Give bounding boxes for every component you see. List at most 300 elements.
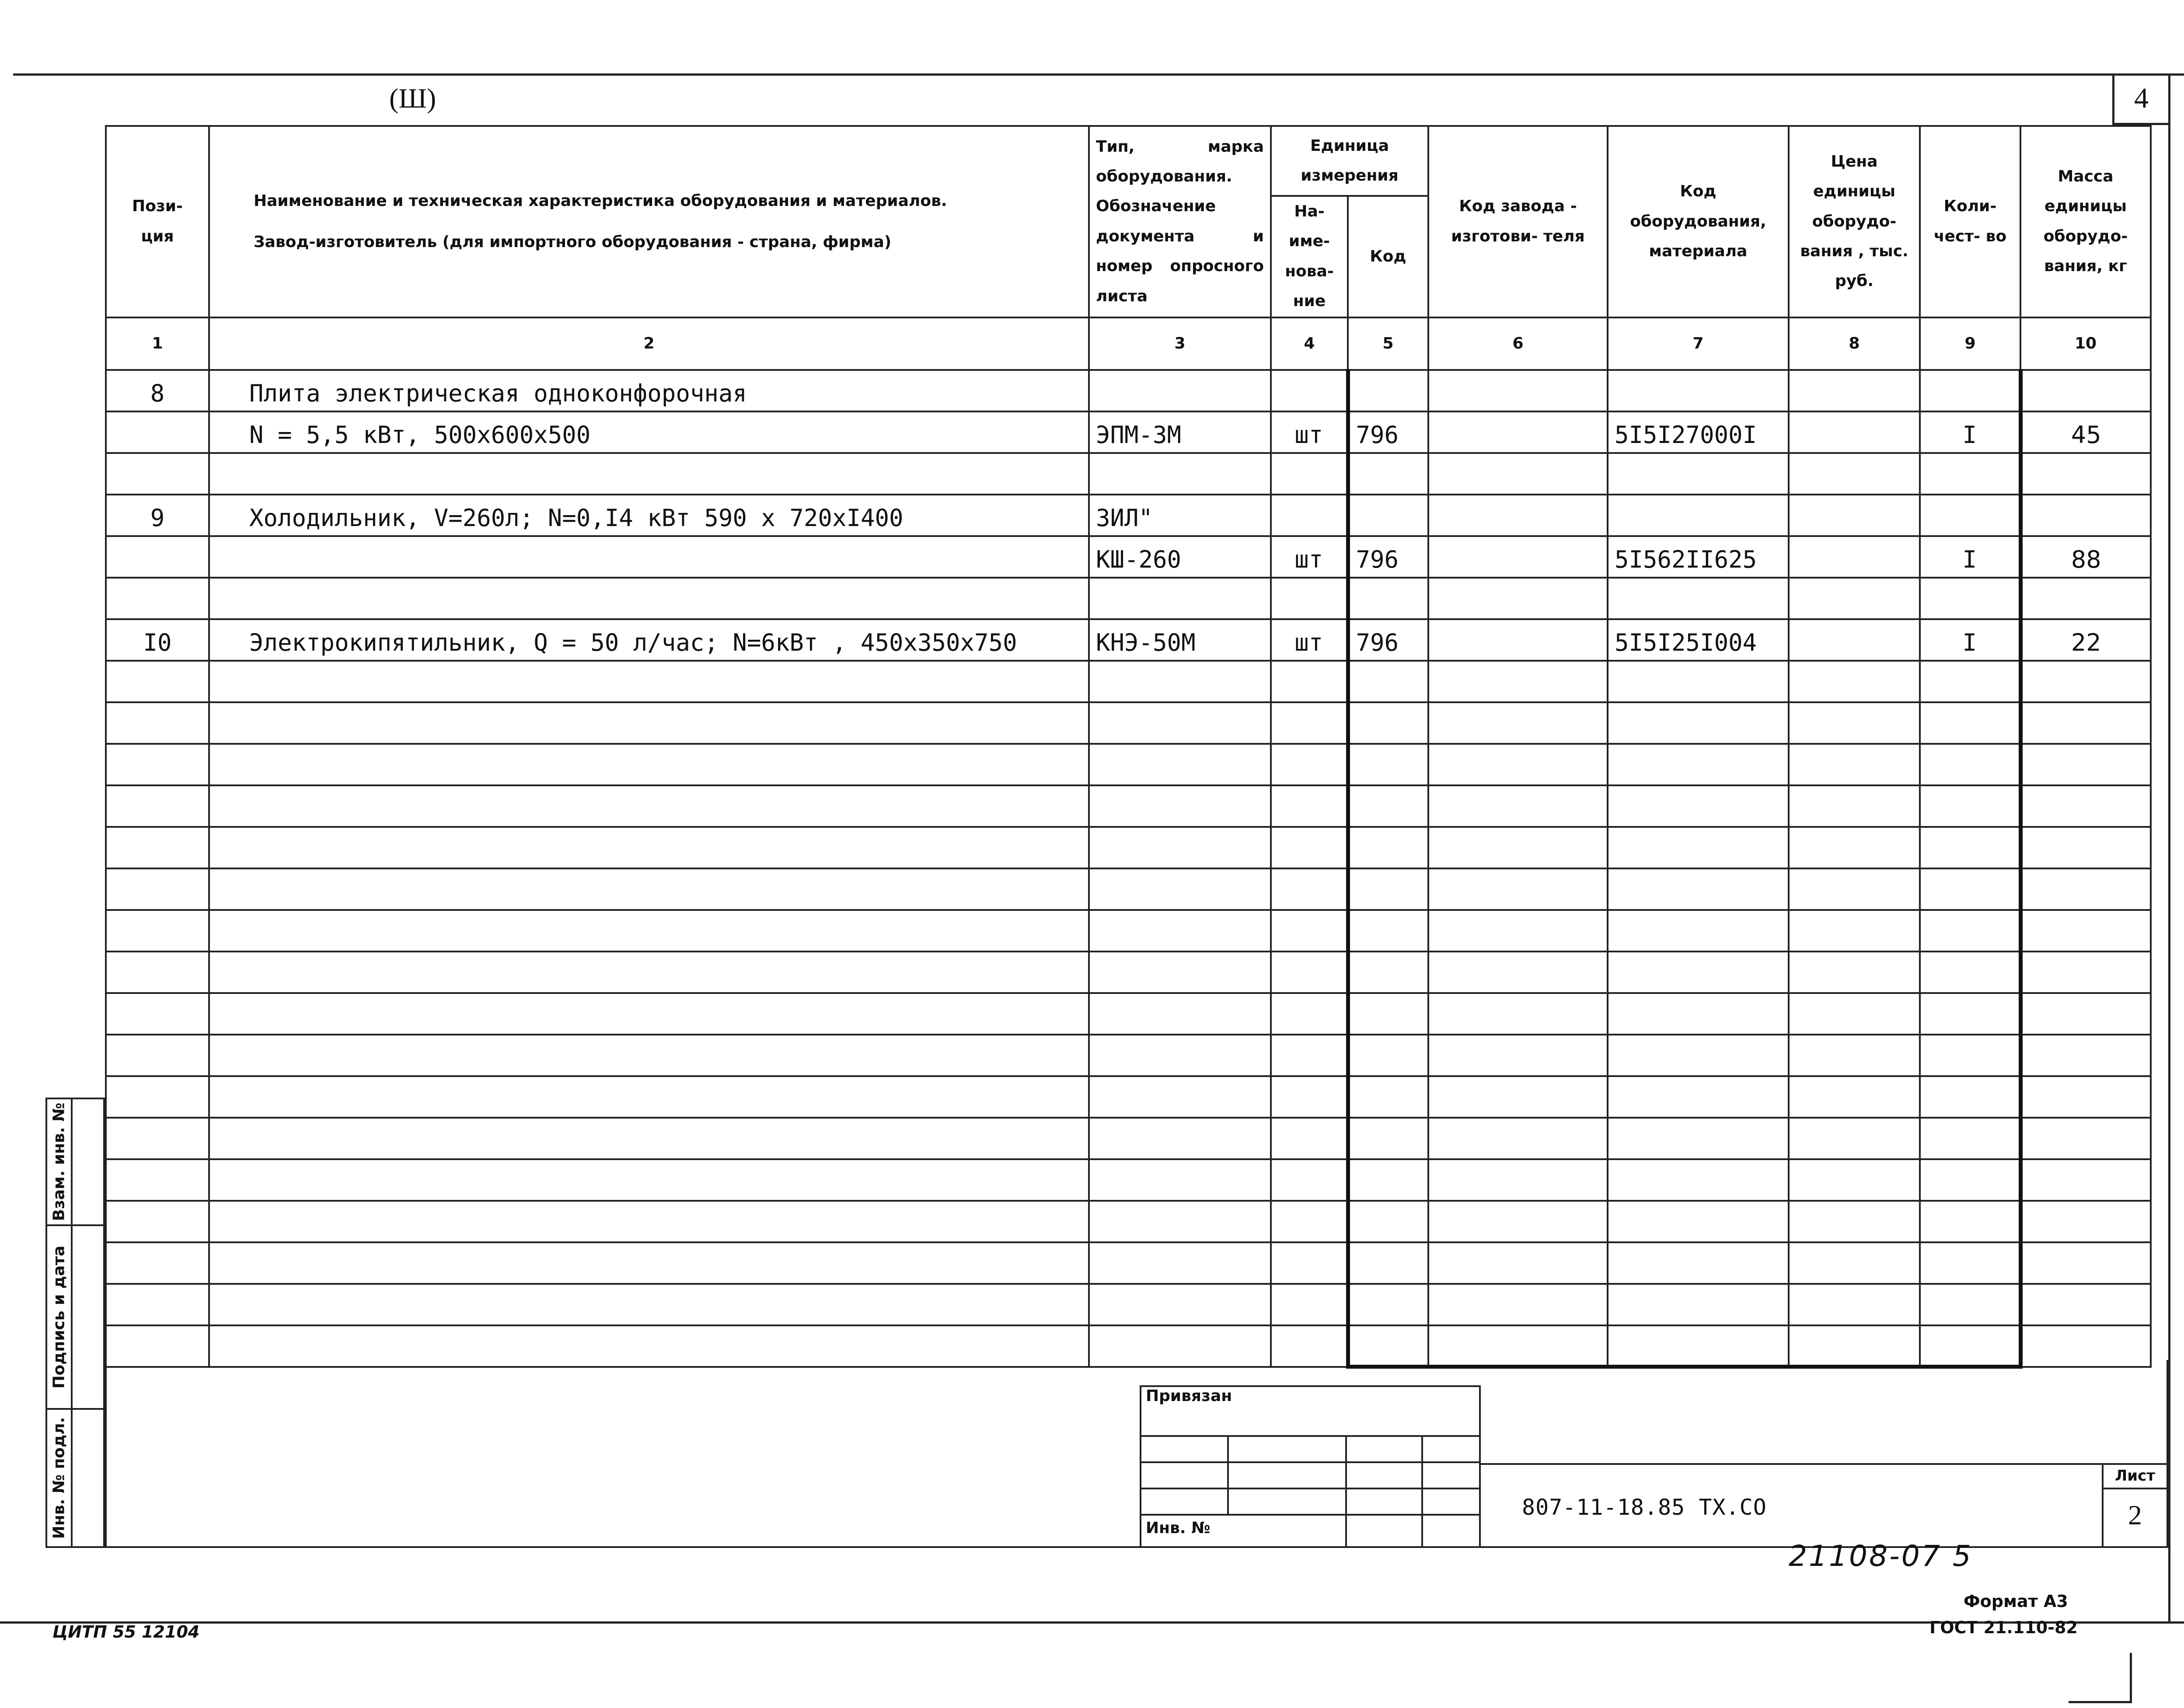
cell-mass [2020, 868, 2151, 910]
cell-mass [2020, 827, 2151, 868]
cell-name [209, 952, 1089, 993]
stamp-inv-orig [47, 1410, 105, 1546]
empty-table-row [106, 1118, 2151, 1159]
cell-mass [2020, 370, 2151, 411]
cell-unit [1271, 702, 1348, 744]
cell-equipment-code [1608, 993, 1789, 1035]
cell-name [209, 993, 1089, 1035]
cell-type [1089, 1035, 1271, 1076]
cell-position [106, 868, 209, 910]
cell-name [209, 453, 1089, 495]
cell-quantity: I [1920, 619, 2020, 661]
cell-unit [1271, 1284, 1348, 1325]
cell-unit: шт [1271, 619, 1348, 661]
archive-number: 21108-07 5 [1789, 1539, 1973, 1573]
header-equipment-code: Код оборудования, материала [1608, 126, 1789, 317]
cell-equipment-code [1608, 1242, 1789, 1284]
format-label: Формат А3 [1964, 1592, 2068, 1611]
cell-quantity [1920, 744, 2020, 785]
corner-page-number: 4 [2112, 73, 2168, 125]
cell-unit-code: 796 [1348, 619, 1428, 661]
cell-mass [2020, 1242, 2151, 1284]
empty-table-row [106, 1035, 2151, 1076]
empty-table-row [106, 1201, 2151, 1242]
cell-position [106, 453, 209, 495]
cell-quantity [1920, 1284, 2020, 1325]
cell-maker-code [1428, 495, 1608, 536]
cell-unit-code [1348, 1076, 1428, 1118]
column-number: 10 [2020, 317, 2151, 370]
section-mark: (Ш) [389, 83, 436, 114]
cell-name [209, 578, 1089, 619]
empty-table-row [106, 827, 2151, 868]
cell-quantity: I [1920, 411, 2020, 453]
cell-name [209, 785, 1089, 827]
cell-name [209, 1159, 1089, 1201]
header-name-line1: Наименование и техническая характеристика оборудования и материалов. [254, 192, 947, 210]
table-row [106, 536, 2151, 578]
cell-mass [2020, 702, 2151, 744]
column-number: 8 [1789, 317, 1920, 370]
cell-type [1089, 993, 1271, 1035]
header-name-line2: Завод-изготовитель (для импортного оборудования - страна, фирма) [254, 233, 892, 251]
cell-name: Холодильник, V=260л; N=0,I4 кВт 590 х 720хI400 [209, 495, 1089, 536]
cell-price [1789, 1201, 1920, 1242]
bound-label: Привязан [1146, 1387, 1232, 1405]
cell-position [106, 827, 209, 868]
cell-price [1789, 910, 1920, 952]
cell-mass: 22 [2020, 619, 2151, 661]
cell-mass [2020, 910, 2151, 952]
cell-type [1089, 1076, 1271, 1118]
cell-unit: шт [1271, 411, 1348, 453]
cell-position [106, 1159, 209, 1201]
cell-quantity [1920, 827, 2020, 868]
cell-position [106, 993, 209, 1035]
sheet-number: 2 [2128, 1499, 2142, 1530]
cell-unit [1271, 1118, 1348, 1159]
cell-maker-code [1428, 370, 1608, 411]
cell-price [1789, 702, 1920, 744]
cell-price [1789, 370, 1920, 411]
cell-price [1789, 411, 1920, 453]
cell-unit [1271, 1076, 1348, 1118]
empty-table-row [106, 744, 2151, 785]
cell-maker-code [1428, 1035, 1608, 1076]
cell-position: I0 [106, 619, 209, 661]
cell-price [1789, 495, 1920, 536]
cell-mass [2020, 993, 2151, 1035]
cell-name [209, 702, 1089, 744]
cell-price [1789, 993, 1920, 1035]
cell-position [106, 411, 209, 453]
cell-maker-code [1428, 1159, 1608, 1201]
cell-equipment-code [1608, 1284, 1789, 1325]
cell-price [1789, 1076, 1920, 1118]
header-unit-name: На- име- нова- ние [1271, 196, 1348, 317]
cell-equipment-code [1608, 785, 1789, 827]
cell-unit-code [1348, 1242, 1428, 1284]
cell-name [209, 536, 1089, 578]
column-number: 6 [1428, 317, 1608, 370]
cell-unit [1271, 453, 1348, 495]
cell-maker-code [1428, 868, 1608, 910]
cell-unit-code [1348, 827, 1428, 868]
cell-maker-code [1428, 744, 1608, 785]
cell-mass [2020, 453, 2151, 495]
cell-unit [1271, 578, 1348, 619]
cell-equipment-code: 5I5I25I004 [1608, 619, 1789, 661]
header-unit-code: Код [1348, 196, 1428, 317]
cell-mass [2020, 1035, 2151, 1076]
cell-price [1789, 785, 1920, 827]
cell-mass [2020, 578, 2151, 619]
cell-maker-code [1428, 536, 1608, 578]
stamp-swap-inv-label: Взам. инв. № [50, 1102, 68, 1221]
cell-position: 8 [106, 370, 209, 411]
cell-price [1789, 453, 1920, 495]
cell-price [1789, 1242, 1920, 1284]
cell-position [106, 1118, 209, 1159]
cell-quantity [1920, 952, 2020, 993]
cell-maker-code [1428, 1284, 1608, 1325]
empty-table-row [106, 785, 2151, 827]
cell-maker-code [1428, 1118, 1608, 1159]
cell-position [106, 1076, 209, 1118]
cell-unit [1271, 910, 1348, 952]
cell-equipment-code [1608, 1118, 1789, 1159]
cell-mass [2020, 952, 2151, 993]
document-code: 807-11-18.85 ТХ.СО [1522, 1495, 1767, 1520]
cell-name [209, 661, 1089, 702]
cell-unit-code [1348, 1118, 1428, 1159]
table-body [106, 370, 2151, 1367]
cell-quantity [1920, 910, 2020, 952]
cell-unit [1271, 1159, 1348, 1201]
cell-equipment-code [1608, 952, 1789, 993]
cell-position [106, 952, 209, 993]
cell-name [209, 1201, 1089, 1242]
cell-unit-code [1348, 744, 1428, 785]
cell-unit [1271, 744, 1348, 785]
empty-table-row [106, 868, 2151, 910]
crop-corner-mark [2069, 1653, 2132, 1703]
cell-name [209, 1242, 1089, 1284]
cell-equipment-code [1608, 1035, 1789, 1076]
cell-equipment-code [1608, 868, 1789, 910]
cell-maker-code [1428, 952, 1608, 993]
header-type: Тип, марка оборудования. Обозначение документа и номер опросного листа [1089, 126, 1271, 317]
cell-unit-code [1348, 952, 1428, 993]
cell-equipment-code [1608, 910, 1789, 952]
cell-type [1089, 1284, 1271, 1325]
cell-maker-code [1428, 453, 1608, 495]
table-row [106, 453, 2151, 495]
cell-type [1089, 661, 1271, 702]
column-number: 1 [106, 317, 209, 370]
cell-unit-code [1348, 453, 1428, 495]
cell-quantity [1920, 702, 2020, 744]
cell-quantity [1920, 785, 2020, 827]
cell-equipment-code [1608, 1201, 1789, 1242]
cell-maker-code [1428, 1076, 1608, 1118]
cell-equipment-code [1608, 1076, 1789, 1118]
specification-table [105, 125, 2152, 1369]
cell-type [1089, 1201, 1271, 1242]
cell-position [106, 536, 209, 578]
cell-quantity [1920, 868, 2020, 910]
cell-type: КНЭ-50М [1089, 619, 1271, 661]
cell-type [1089, 1242, 1271, 1284]
column-number: 5 [1348, 317, 1428, 370]
column-number-row [106, 317, 2151, 370]
cell-mass [2020, 661, 2151, 702]
cell-price [1789, 952, 1920, 993]
cell-name: Электрокипятильник, Q = 50 л/час; N=6кВт , 450х350х750 [209, 619, 1089, 661]
cell-type [1089, 702, 1271, 744]
cell-maker-code [1428, 1201, 1608, 1242]
cell-equipment-code [1608, 453, 1789, 495]
cell-price [1789, 536, 1920, 578]
cell-unit-code: 796 [1348, 536, 1428, 578]
cell-mass: 88 [2020, 536, 2151, 578]
cell-unit [1271, 868, 1348, 910]
cell-quantity [1920, 993, 2020, 1035]
cell-maker-code [1428, 910, 1608, 952]
cell-unit: шт [1271, 536, 1348, 578]
cell-price [1789, 1118, 1920, 1159]
header-unit: Единица измерения [1271, 126, 1428, 196]
cell-quantity [1920, 661, 2020, 702]
cell-equipment-code [1608, 744, 1789, 785]
cell-equipment-code [1608, 661, 1789, 702]
header-maker-code: Код завода - изготови- теля [1428, 126, 1608, 317]
cell-name: Плита электрическая одноконфорочная [209, 370, 1089, 411]
cell-mass [2020, 785, 2151, 827]
cell-position [106, 1201, 209, 1242]
header-row [106, 126, 2151, 196]
header-price: Цена единицы оборудо- вания , тыс. руб. [1789, 126, 1920, 317]
cell-maker-code [1428, 993, 1608, 1035]
cell-price [1789, 744, 1920, 785]
cell-unit-code [1348, 370, 1428, 411]
cell-name [209, 910, 1089, 952]
cell-unit [1271, 661, 1348, 702]
cell-price [1789, 827, 1920, 868]
cell-unit-code [1348, 1159, 1428, 1201]
cell-equipment-code [1608, 578, 1789, 619]
cell-name [209, 1076, 1089, 1118]
cell-name [209, 868, 1089, 910]
cell-position [106, 702, 209, 744]
cell-type [1089, 868, 1271, 910]
cell-maker-code [1428, 619, 1608, 661]
header-quantity: Коли- чест- во [1920, 126, 2020, 317]
cell-unit [1271, 1201, 1348, 1242]
cell-position [106, 1035, 209, 1076]
cell-equipment-code [1608, 495, 1789, 536]
cell-price [1789, 1159, 1920, 1201]
column-number: 9 [1920, 317, 2020, 370]
cell-type [1089, 453, 1271, 495]
cell-unit [1271, 827, 1348, 868]
cell-position [106, 578, 209, 619]
cell-position [106, 785, 209, 827]
cell-type [1089, 578, 1271, 619]
cell-unit-code [1348, 495, 1428, 536]
cell-price [1789, 578, 1920, 619]
column-number: 3 [1089, 317, 1271, 370]
header-name [209, 126, 1089, 317]
cell-type [1089, 785, 1271, 827]
cell-quantity [1920, 1076, 2020, 1118]
cell-quantity [1920, 1159, 2020, 1201]
cell-type [1089, 827, 1271, 868]
column-number: 2 [209, 317, 1089, 370]
cell-mass [2020, 1284, 2151, 1325]
cell-name: N = 5,5 кВт, 500х600х500 [209, 411, 1089, 453]
cell-type: ЭПМ-3М [1089, 411, 1271, 453]
column-number: 4 [1271, 317, 1348, 370]
cell-equipment-code: 5I5I27000I [1608, 411, 1789, 453]
header-mass: Масса единицы оборудо- вания, кг [2020, 126, 2151, 317]
cell-type [1089, 952, 1271, 993]
cell-type [1089, 1159, 1271, 1201]
cell-quantity: I [1920, 536, 2020, 578]
cell-position [106, 744, 209, 785]
cell-position: 9 [106, 495, 209, 536]
cell-mass [2020, 1076, 2151, 1118]
table-row [106, 619, 2151, 661]
cell-unit-code [1348, 702, 1428, 744]
cell-name [209, 1284, 1089, 1325]
cell-price [1789, 661, 1920, 702]
cell-name [209, 827, 1089, 868]
table-row [106, 411, 2151, 453]
table-row [106, 578, 2151, 619]
cell-unit [1271, 993, 1348, 1035]
stamp-swap-inv [47, 1099, 105, 1226]
cell-equipment-code [1608, 702, 1789, 744]
stamp-sign-date-label: Подпись и дата [50, 1245, 68, 1389]
cell-mass: 45 [2020, 411, 2151, 453]
cell-quantity [1920, 453, 2020, 495]
cell-unit [1271, 785, 1348, 827]
cell-unit-code [1348, 993, 1428, 1035]
cell-quantity [1920, 1118, 2020, 1159]
cell-maker-code [1428, 827, 1608, 868]
cell-quantity [1920, 1242, 2020, 1284]
cell-type: ЗИЛ" [1089, 495, 1271, 536]
cell-equipment-code [1608, 827, 1789, 868]
cell-maker-code [1428, 702, 1608, 744]
cell-quantity [1920, 578, 2020, 619]
cell-unit [1271, 370, 1348, 411]
cell-unit-code [1348, 1035, 1428, 1076]
gost-label: ГОСТ 21.110-82 [1929, 1618, 2078, 1637]
cell-unit-code [1348, 1201, 1428, 1242]
cell-mass [2020, 1201, 2151, 1242]
cell-equipment-code [1608, 370, 1789, 411]
cell-name [209, 744, 1089, 785]
sheet-frame-right [2168, 73, 2170, 1621]
cell-unit-code: 796 [1348, 411, 1428, 453]
cell-position [106, 661, 209, 702]
cell-unit-code [1348, 868, 1428, 910]
cell-position [106, 1242, 209, 1284]
cell-unit [1271, 1035, 1348, 1076]
cell-quantity [1920, 370, 2020, 411]
cell-position [106, 910, 209, 952]
cell-maker-code [1428, 785, 1608, 827]
cell-mass [2020, 1159, 2151, 1201]
cell-position [106, 1284, 209, 1325]
cell-type [1089, 910, 1271, 952]
sheet-frame-top [13, 73, 2184, 76]
table-row [106, 370, 2151, 411]
empty-table-row [106, 910, 2151, 952]
cell-unit-code [1348, 1284, 1428, 1325]
cell-name [209, 1035, 1089, 1076]
cell-mass [2020, 495, 2151, 536]
cell-type [1089, 1118, 1271, 1159]
stamp-sign-date [47, 1226, 105, 1410]
column-number: 7 [1608, 317, 1789, 370]
cell-unit [1271, 952, 1348, 993]
cell-unit-code [1348, 661, 1428, 702]
cell-quantity [1920, 495, 2020, 536]
cell-price [1789, 868, 1920, 910]
cell-price [1789, 619, 1920, 661]
cell-maker-code [1428, 1242, 1608, 1284]
cell-unit-code [1348, 578, 1428, 619]
cell-name [209, 1118, 1089, 1159]
cell-mass [2020, 744, 2151, 785]
margin-stamp [45, 1098, 105, 1548]
empty-table-row [106, 661, 2151, 702]
sheet-frame-bottom [0, 1621, 2184, 1624]
cell-price [1789, 1035, 1920, 1076]
empty-table-row [106, 1159, 2151, 1201]
cell-quantity [1920, 1035, 2020, 1076]
cell-unit [1271, 1242, 1348, 1284]
empty-table-row [106, 1284, 2151, 1325]
sheet-label: Лист [2102, 1463, 2168, 1489]
cell-type [1089, 370, 1271, 411]
cell-type [1089, 744, 1271, 785]
empty-table-row [106, 1076, 2151, 1118]
table-row [106, 495, 2151, 536]
empty-table-row [106, 702, 2151, 744]
cell-mass [2020, 1118, 2151, 1159]
cell-unit [1271, 495, 1348, 536]
citp-label: ЦИТП 55 12104 [52, 1622, 200, 1642]
cell-maker-code [1428, 578, 1608, 619]
cell-maker-code [1428, 411, 1608, 453]
cell-equipment-code: 5I562II625 [1608, 536, 1789, 578]
cell-unit-code [1348, 785, 1428, 827]
header-position: Пози- ция [106, 126, 209, 317]
cell-maker-code [1428, 661, 1608, 702]
inventory-label: Инв. № [1146, 1519, 1211, 1537]
empty-table-row [106, 952, 2151, 993]
cell-type: КШ-260 [1089, 536, 1271, 578]
stamp-inv-orig-label: Инв. № подл. [50, 1417, 68, 1539]
empty-table-row [106, 993, 2151, 1035]
cell-unit-code [1348, 910, 1428, 952]
empty-table-row [106, 1242, 2151, 1284]
cell-price [1789, 1284, 1920, 1325]
